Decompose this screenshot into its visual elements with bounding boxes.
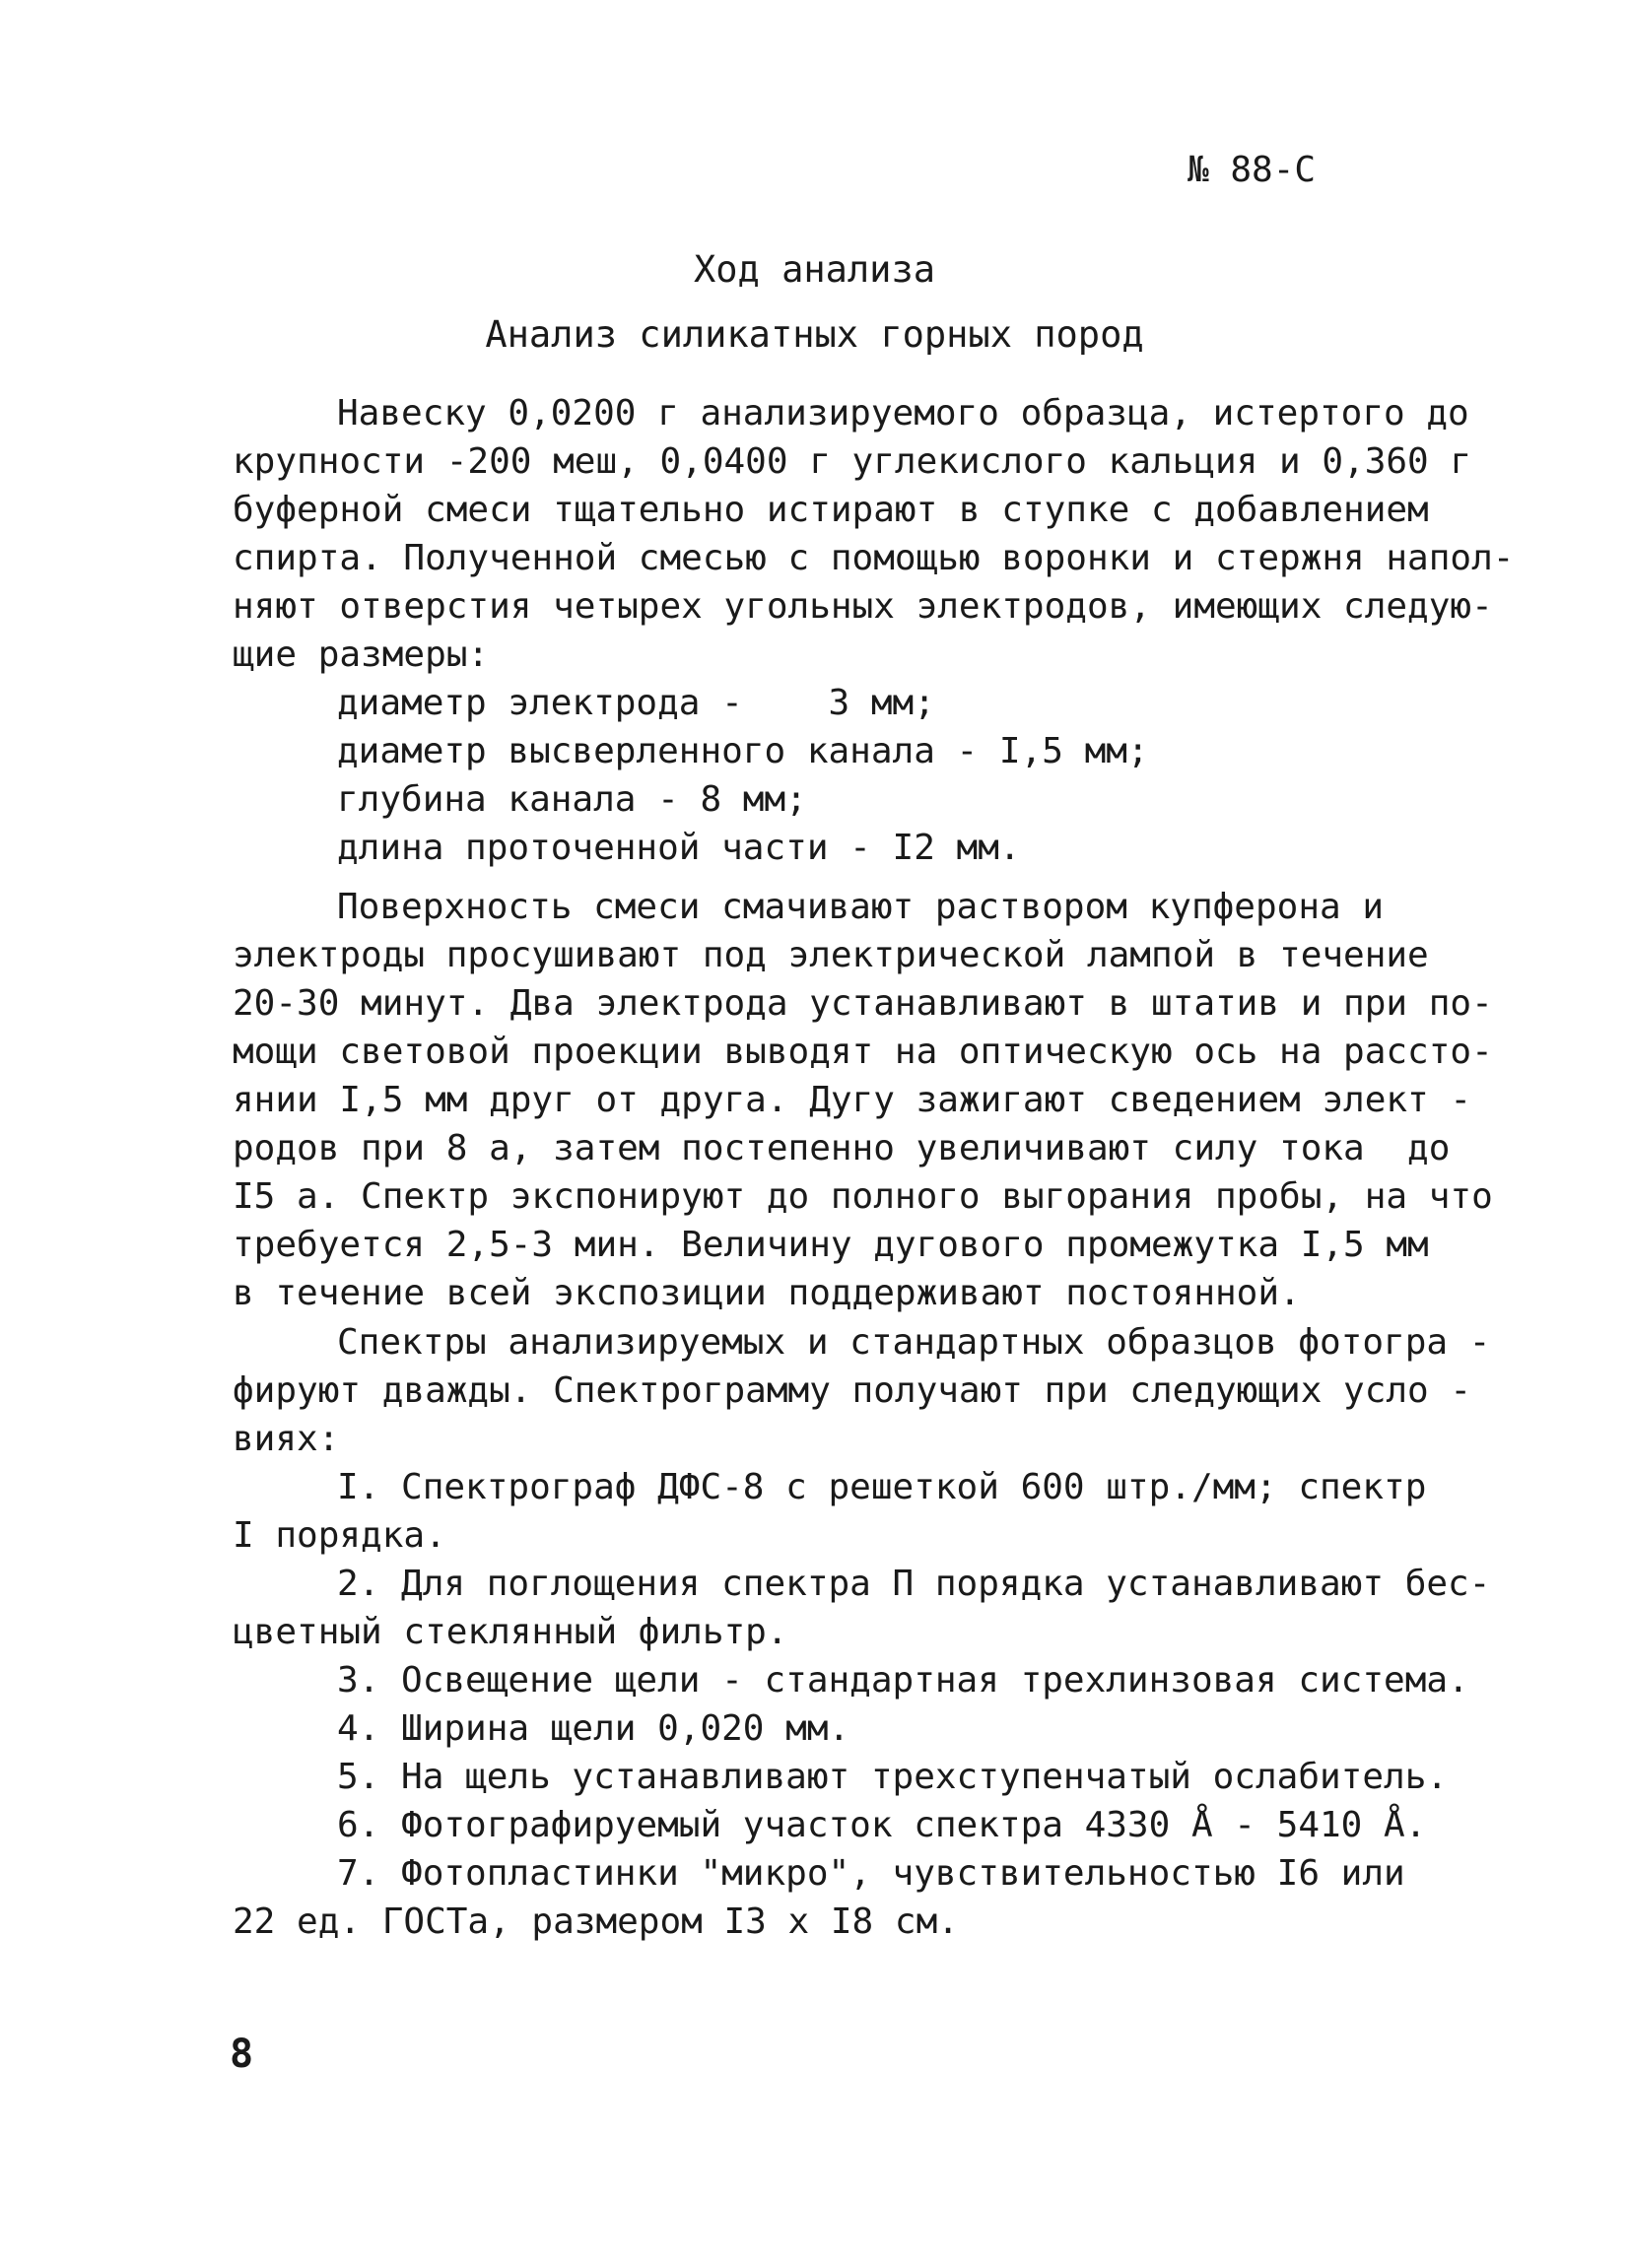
page-number: 8 xyxy=(230,2032,254,2077)
text-line: I5 а. Спектр экспонируют до полного выгорания пробы, на что xyxy=(233,1176,1493,1217)
list-item: 4. Ширина щели 0,020 мм. xyxy=(337,1708,850,1749)
text-line: спирта. Полученной смесью с помощью воронки и стержня напол- xyxy=(233,538,1515,578)
document-number: № 88-С xyxy=(1188,150,1317,190)
text-line: крупности -200 меш, 0,0400 г углекислого кальция и 0,360 г xyxy=(233,441,1472,482)
text-line: Поверхность смеси смачивают раствором купферона и xyxy=(337,887,1385,927)
text-line: диаметр высверленного канала - I,5 мм; xyxy=(337,731,1149,771)
text-line: няют отверстия четырех угольных электродов, имеющих следую- xyxy=(233,586,1493,627)
text-line: 22 ед. ГОСТа, размером I3 х I8 см. xyxy=(233,1901,959,1942)
section-title: Ход анализа xyxy=(693,248,936,291)
text-line: 20-30 минут. Два электрода устанавливают в штатив и при по- xyxy=(233,983,1493,1024)
text-line: электроды просушивают под электрической лампой в течение xyxy=(233,935,1429,975)
text-line: диаметр электрода - 3 мм; xyxy=(337,683,935,723)
list-item: 5. На щель устанавливают трехступенчатый ослабитель. xyxy=(337,1757,1449,1797)
list-item: I. Спектрограф ДФС-8 с решеткой 600 штр./мм; спектр xyxy=(337,1467,1427,1507)
text-line: цветный стеклянный фильтр. xyxy=(233,1612,788,1652)
text-line: I порядка. xyxy=(233,1515,446,1556)
text-line: Навеску 0,0200 г анализируемого образца, истертого до xyxy=(337,393,1469,434)
text-line: буферной смеси тщательно истирают в ступке с добавлением xyxy=(233,490,1429,530)
text-line: Спектры анализируемых и стандартных образцов фотогра - xyxy=(337,1322,1491,1363)
text-line: требуется 2,5-3 мин. Величину дугового промежутка I,5 мм xyxy=(233,1225,1429,1265)
list-item: 7. Фотопластинки "микро", чувствительностью I6 или xyxy=(337,1853,1405,1894)
text-line: в течение всей экспозиции поддерживают постоянной. xyxy=(233,1273,1301,1313)
list-item: 6. Фотографируемый участок спектра 4330 Å - 5410 Å. xyxy=(337,1805,1427,1845)
list-item: 3. Освещение щели - стандартная трехлинзовая система. xyxy=(337,1660,1469,1701)
text-line: мощи световой проекции выводят на оптическую ось на рассто- xyxy=(233,1032,1493,1072)
list-item: 2. Для поглощения спектра П порядка устанавливают бес- xyxy=(337,1564,1491,1604)
text-line: глубина канала - 8 мм; xyxy=(337,779,807,820)
section-subtitle: Анализ силикатных горных пород xyxy=(485,313,1144,356)
text-line: виях: xyxy=(233,1419,340,1459)
text-line: янии I,5 мм друг от друга. Дугу зажигают сведением элект - xyxy=(233,1080,1472,1120)
text-line: щие размеры: xyxy=(233,634,490,675)
text-line: длина проточенной части - I2 мм. xyxy=(337,828,1021,868)
text-line: родов при 8 а, затем постепенно увеличивают силу тока до xyxy=(233,1128,1451,1168)
text-line: фируют дважды. Спектрограмму получают при следующих усло - xyxy=(233,1370,1472,1411)
